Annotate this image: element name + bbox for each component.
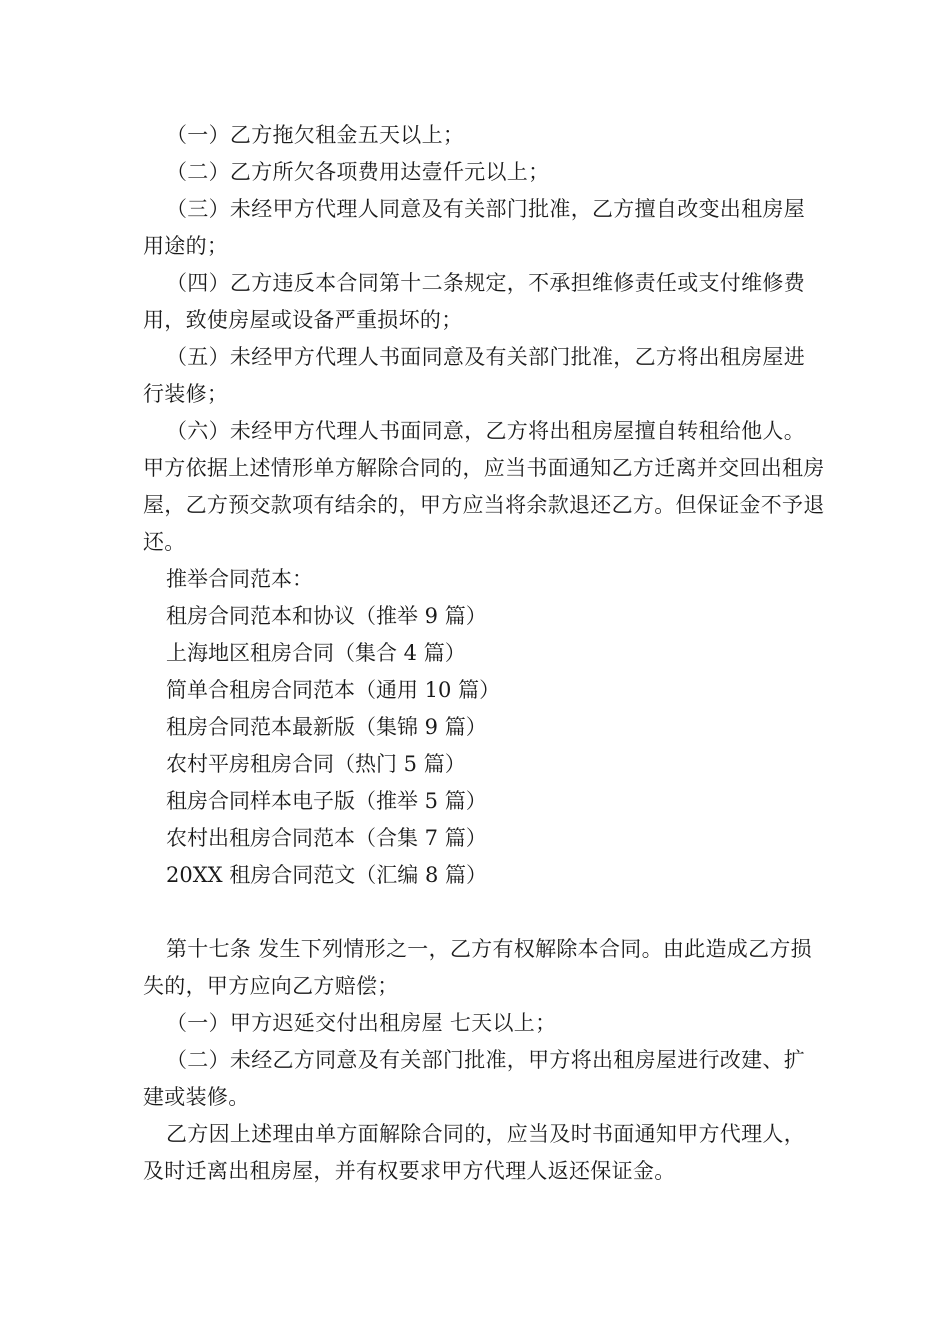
recommend-link-7[interactable]: 农村出租房合同范本（合集 7 篇） [166,826,487,850]
section-spacer [143,894,825,931]
recommend-link-8[interactable]: 20XX 租房合同范文（汇编 8 篇） [166,863,488,887]
article-17-item-1: （一）甲方迟延交付出租房屋 七天以上； [166,1011,557,1035]
recommend-link-4[interactable]: 租房合同范本最新版（集锦 9 篇） [166,715,487,739]
clause-item-1: （一）乙方拖欠租金五天以上； [166,123,465,147]
document-body [143,117,825,1190]
recommend-link-2[interactable]: 上海地区租房合同（集合 4 篇） [166,641,466,665]
recommend-link-1[interactable]: 租房合同范本和协议（推举 9 篇） [166,604,487,628]
article-17-closing: 乙方因上述理由单方面解除合同的，应当及时书面通知甲方代理人，及时迁离出租房屋，并有权要求甲方代理人返还保证金。 [143,1122,805,1183]
clause-item-5: （五）未经甲方代理人书面同意及有关部门批准，乙方将出租房屋进行装修； [143,345,805,406]
recommend-heading: 推举合同范本： [166,567,313,591]
clause-item-6: （六）未经甲方代理人书面同意，乙方将出租房屋擅自转租给他人。 甲方依据上述情形单方解除合同的，应当书面通知乙方迁离并交回出租房屋，乙方预交款项有结余的，甲方应当将余款退还乙方。但保证金不予退还。 [143,419,825,554]
recommend-link-6[interactable]: 租房合同样本电子版（推举 5 篇） [166,789,487,813]
clause-item-4: （四）乙方违反本合同第十二条规定，不承担维修责任或支付维修费用，致使房屋或设备严重损坏的； [143,271,805,332]
clause-item-2: （二）乙方所欠各项费用达壹仟元以上； [166,160,550,184]
recommend-link-3[interactable]: 简单合租房合同范本（通用 10 篇） [166,678,501,702]
article-17-item-2: （二）未经乙方同意及有关部门批准，甲方将出租房屋进行改建、扩建或装修。 [143,1048,805,1109]
recommend-link-5[interactable]: 农村平房租房合同（热门 5 篇） [166,752,466,776]
clause-item-3: （三）未经甲方代理人同意及有关部门批准，乙方擅自改变出租房屋用途的； [143,197,805,258]
article-17-intro: 第十七条 发生下列情形之一，乙方有权解除本合同。由此造成乙方损失的，甲方应向乙方赔偿； [143,937,812,998]
